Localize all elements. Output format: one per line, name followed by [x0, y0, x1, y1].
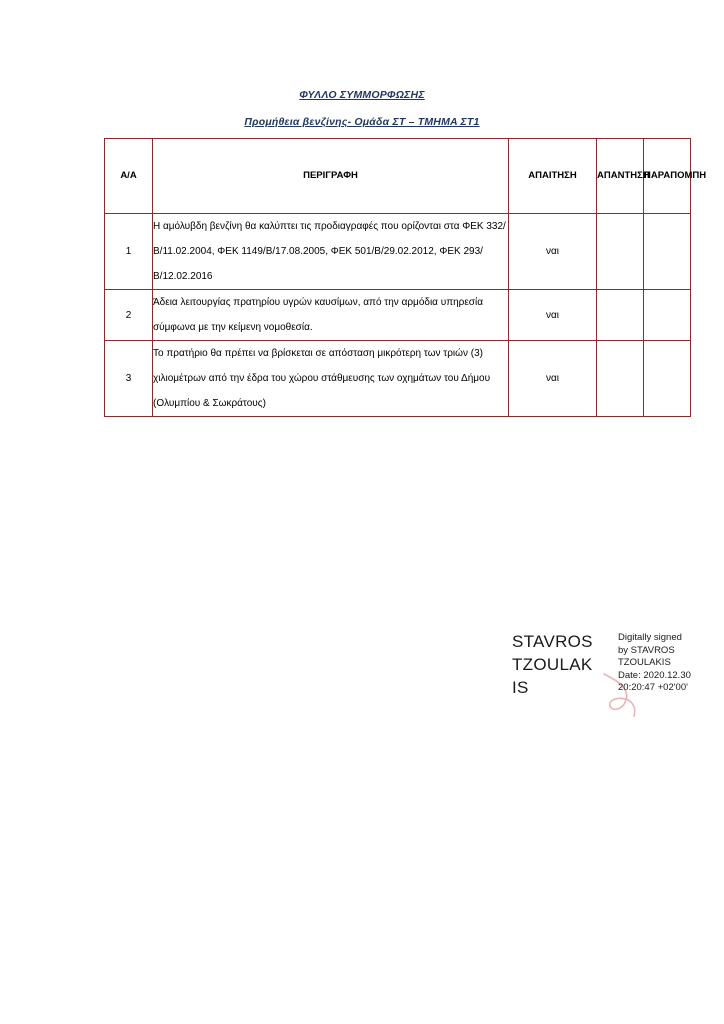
row-answer[interactable] — [597, 290, 644, 341]
signature-name-line-2: TZOULAK — [512, 655, 593, 674]
document-title: ΦΥΛΛΟ ΣΥΜΜΟΡΦΩΣΗΣ — [299, 89, 425, 101]
column-header-reference: ΠΑΡΑΠΟΜΠΗ — [644, 139, 691, 214]
column-header-answer: ΑΠΑΝΤΗΣΗ — [597, 139, 644, 214]
digital-signature-stamp — [512, 630, 722, 720]
signature-name-line-1: STAVROS — [512, 632, 593, 651]
row-reference[interactable] — [644, 341, 691, 417]
row-number: 3 — [105, 341, 153, 417]
row-description: Το πρατήριο θα πρέπει να βρίσκεται σε απόσταση μικρότερη των τριών (3) χιλιομέτρων από την έδρα του χώρου στάθμευσης των οχημάτων του Δήμου (Ολυμπίου & Σωκράτους) — [153, 341, 509, 417]
document-header-block — [104, 86, 620, 131]
column-header-aa: Α/Α — [105, 139, 153, 214]
row-description: Άδεια λειτουργίας πρατηρίου υγρών καυσίμων, από την αρμόδια υπηρεσία σύμφωνα με την κείμενη νομοθεσία. — [153, 290, 509, 341]
row-number: 1 — [105, 214, 153, 290]
signature-detail-line-3: TZOULAKIS — [618, 657, 671, 668]
signature-name-line-3: IS — [512, 678, 529, 697]
table-row — [105, 290, 691, 341]
row-answer[interactable] — [597, 214, 644, 290]
row-requirement: ναι — [509, 214, 597, 290]
signature-detail-line-2: by STAVROS — [618, 644, 675, 656]
table-row — [105, 214, 691, 290]
signature-detail-line-1: Digitally signed — [618, 632, 682, 643]
signature-details — [618, 632, 722, 695]
column-header-requirement: ΑΠΑΙΤΗΣΗ — [509, 139, 597, 214]
column-header-description: ΠΕΡΙΓΡΑΦΗ — [153, 139, 509, 214]
row-number: 2 — [105, 290, 153, 341]
signature-name — [512, 630, 616, 699]
document-subtitle: Προμήθεια βενζίνης- Ομάδα ΣΤ – ΤΜΗΜΑ ΣΤ1 — [244, 116, 480, 128]
title-block — [104, 86, 620, 131]
row-requirement: ναι — [509, 341, 597, 417]
row-reference[interactable] — [644, 214, 691, 290]
table-row — [105, 341, 691, 417]
signature-detail-line-5: 20:20:47 +02'00' — [618, 682, 688, 693]
row-requirement: ναι — [509, 290, 597, 341]
signature-detail-line-4: Date: 2020.12.30 — [618, 669, 691, 681]
row-reference[interactable] — [644, 290, 691, 341]
compliance-table — [104, 138, 707, 417]
row-description: Η αμόλυβδη βενζίνη θα καλύπτει τις προδιαγραφές που ορίζονται στα ΦΕΚ 332/Β/11.02.2004, ΦΕΚ 1149/Β/17.08.2005, ΦΕΚ 501/Β/29.02.2012, ΦΕΚ 293/Β/12.02.2016 — [153, 214, 509, 290]
row-answer[interactable] — [597, 341, 644, 417]
table-header-row — [105, 139, 691, 214]
